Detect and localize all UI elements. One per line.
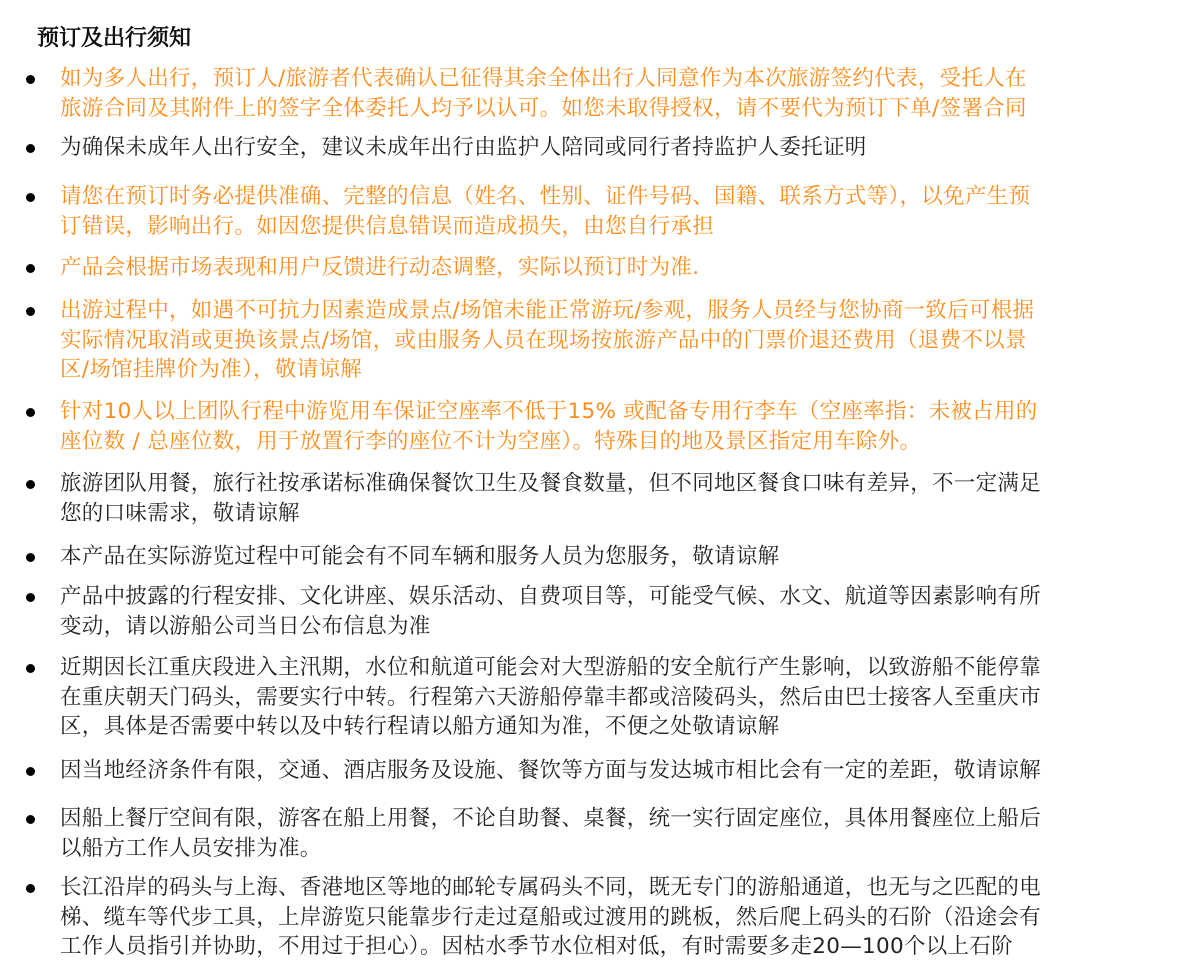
notice-text-line: 本产品在实际游览过程中可能会有不同车辆和服务人员为您服务，敬请谅解 [60, 544, 780, 569]
notice-item [60, 182, 1150, 241]
bullet-dot-icon [26, 815, 35, 824]
bullet-dot-icon [26, 193, 35, 202]
bullet-dot-icon [26, 480, 35, 489]
bullet-dot-icon [26, 664, 35, 673]
notice-text-line: 在重庆朝天门码头，需要实行中转。行程第六天游船停靠丰都或涪陵码头，然后由巴士接客人至重庆市 [60, 684, 1042, 710]
notice-text-line: 为确保未成年人出行安全，建议未成年出行由监护人陪同或同行者持监护人委托证明 [60, 135, 867, 160]
bullet-dot-icon [26, 264, 35, 273]
notice-text-line: 区，具体是否需要中转以及中转行程请以船方通知为准，不便之处敬请谅解 [60, 714, 780, 739]
notice-item [60, 133, 1150, 163]
bullet-dot-icon [26, 307, 35, 316]
bullet-dot-icon [26, 884, 35, 893]
bullet-dot-icon [26, 593, 35, 602]
notice-text-line: 区/场馆挂牌价为准），敬请谅解 [60, 357, 362, 382]
notice-text-line: 工作人员指引并协助，不用过于担心）。因枯水季节水位相对低，有时需要多走20—100个以上石阶 [60, 934, 1013, 959]
notice-text-line: 您的口味需求，敬请谅解 [60, 500, 300, 526]
notice-text-line: 产品中披露的行程安排、文化讲座、娱乐活动、自费项目等，可能受气候、水文、航道等因素影响有所 [60, 584, 1042, 609]
bullet-dot-icon [26, 408, 35, 417]
notice-text-line: 订错误，影响出行。如因您提供信息错误而造成损失，由您自行承担 [60, 213, 715, 239]
notice-text-line: 出游过程中，如遇不可抗力因素造成景点/场馆未能正常游玩/参观，服务人员经与您协商一致后可根据 [60, 298, 1035, 323]
notice-text-line: 以船方工作人员安排为准。 [60, 835, 322, 861]
bullet-dot-icon [26, 767, 35, 776]
bullet-dot-icon [26, 75, 35, 84]
notice-item [60, 64, 1150, 123]
notice-text-line: 如为多人出行，预订人/旅游者代表确认已征得其余全体出行人同意作为本次旅游签约代表，受托人在 [60, 66, 1027, 91]
notice-item [60, 653, 1150, 742]
notice-item [60, 469, 1150, 528]
notice-text-line: 针对10人以上团队行程中游览用车保证空座率不低于15% 或配备专用行李车（空座率指：未被占用的 [60, 399, 1038, 424]
notice-text-line: 实际情况取消或更换该景点/场馆，或由服务人员在现场按旅游产品中的门票价退还费用（退费不以景 [60, 327, 1027, 353]
notice-item [60, 582, 1150, 641]
notice-item [60, 397, 1150, 456]
notice-text-line: 变动，请以游船公司当日公布信息为准 [60, 613, 431, 639]
notice-item [60, 756, 1150, 786]
notice-text-line: 因船上餐厅空间有限，游客在船上用餐，不论自助餐、桌餐，统一实行固定座位，具体用餐座位上船后 [60, 806, 1042, 831]
notice-item [60, 296, 1150, 385]
bullet-dot-icon [26, 553, 35, 562]
notice-item [60, 804, 1150, 863]
bullet-dot-icon [26, 144, 35, 153]
notice-text-line: 近期因长江重庆段进入主汛期，水位和航道可能会对大型游船的安全航行产生影响，以致游船不能停靠 [60, 655, 1042, 680]
notice-text-line: 座位数 / 总座位数，用于放置行李的座位不计为空座）。特殊目的地及景区指定用车除外。 [60, 428, 922, 454]
notice-text-line: 请您在预订时务必提供准确、完整的信息（姓名、性别、证件号码、国籍、联系方式等），以免产生预 [60, 184, 1031, 209]
notice-text-line: 梯、缆车等代步工具，上岸游览只能靠步行走过趸船或过渡用的跳板，然后爬上码头的石阶（沿途会有 [60, 904, 1042, 930]
notice-item [60, 873, 1150, 962]
notice-text-line: 产品会根据市场表现和用户反馈进行动态调整，实际以预订时为准. [60, 255, 700, 280]
notice-item [60, 253, 1150, 283]
notice-item [60, 542, 1150, 572]
notice-text-line: 因当地经济条件有限，交通、酒店服务及设施、餐饮等方面与发达城市相比会有一定的差距，敬请谅解 [60, 758, 1042, 783]
notice-text-line: 长江沿岸的码头与上海、香港地区等地的邮轮专属码头不同，既无专门的游船通道，也无与之匹配的电 [60, 875, 1042, 900]
notice-text-line: 旅游合同及其附件上的签字全体委托人均予以认可。如您未取得授权，请不要代为预订下单/签署合同 [60, 95, 1027, 121]
section-title: 预订及出行须知 [37, 26, 192, 51]
notice-text-line: 旅游团队用餐，旅行社按承诺标准确保餐饮卫生及餐食数量，但不同地区餐食口味有差异，不一定满足 [60, 471, 1042, 496]
